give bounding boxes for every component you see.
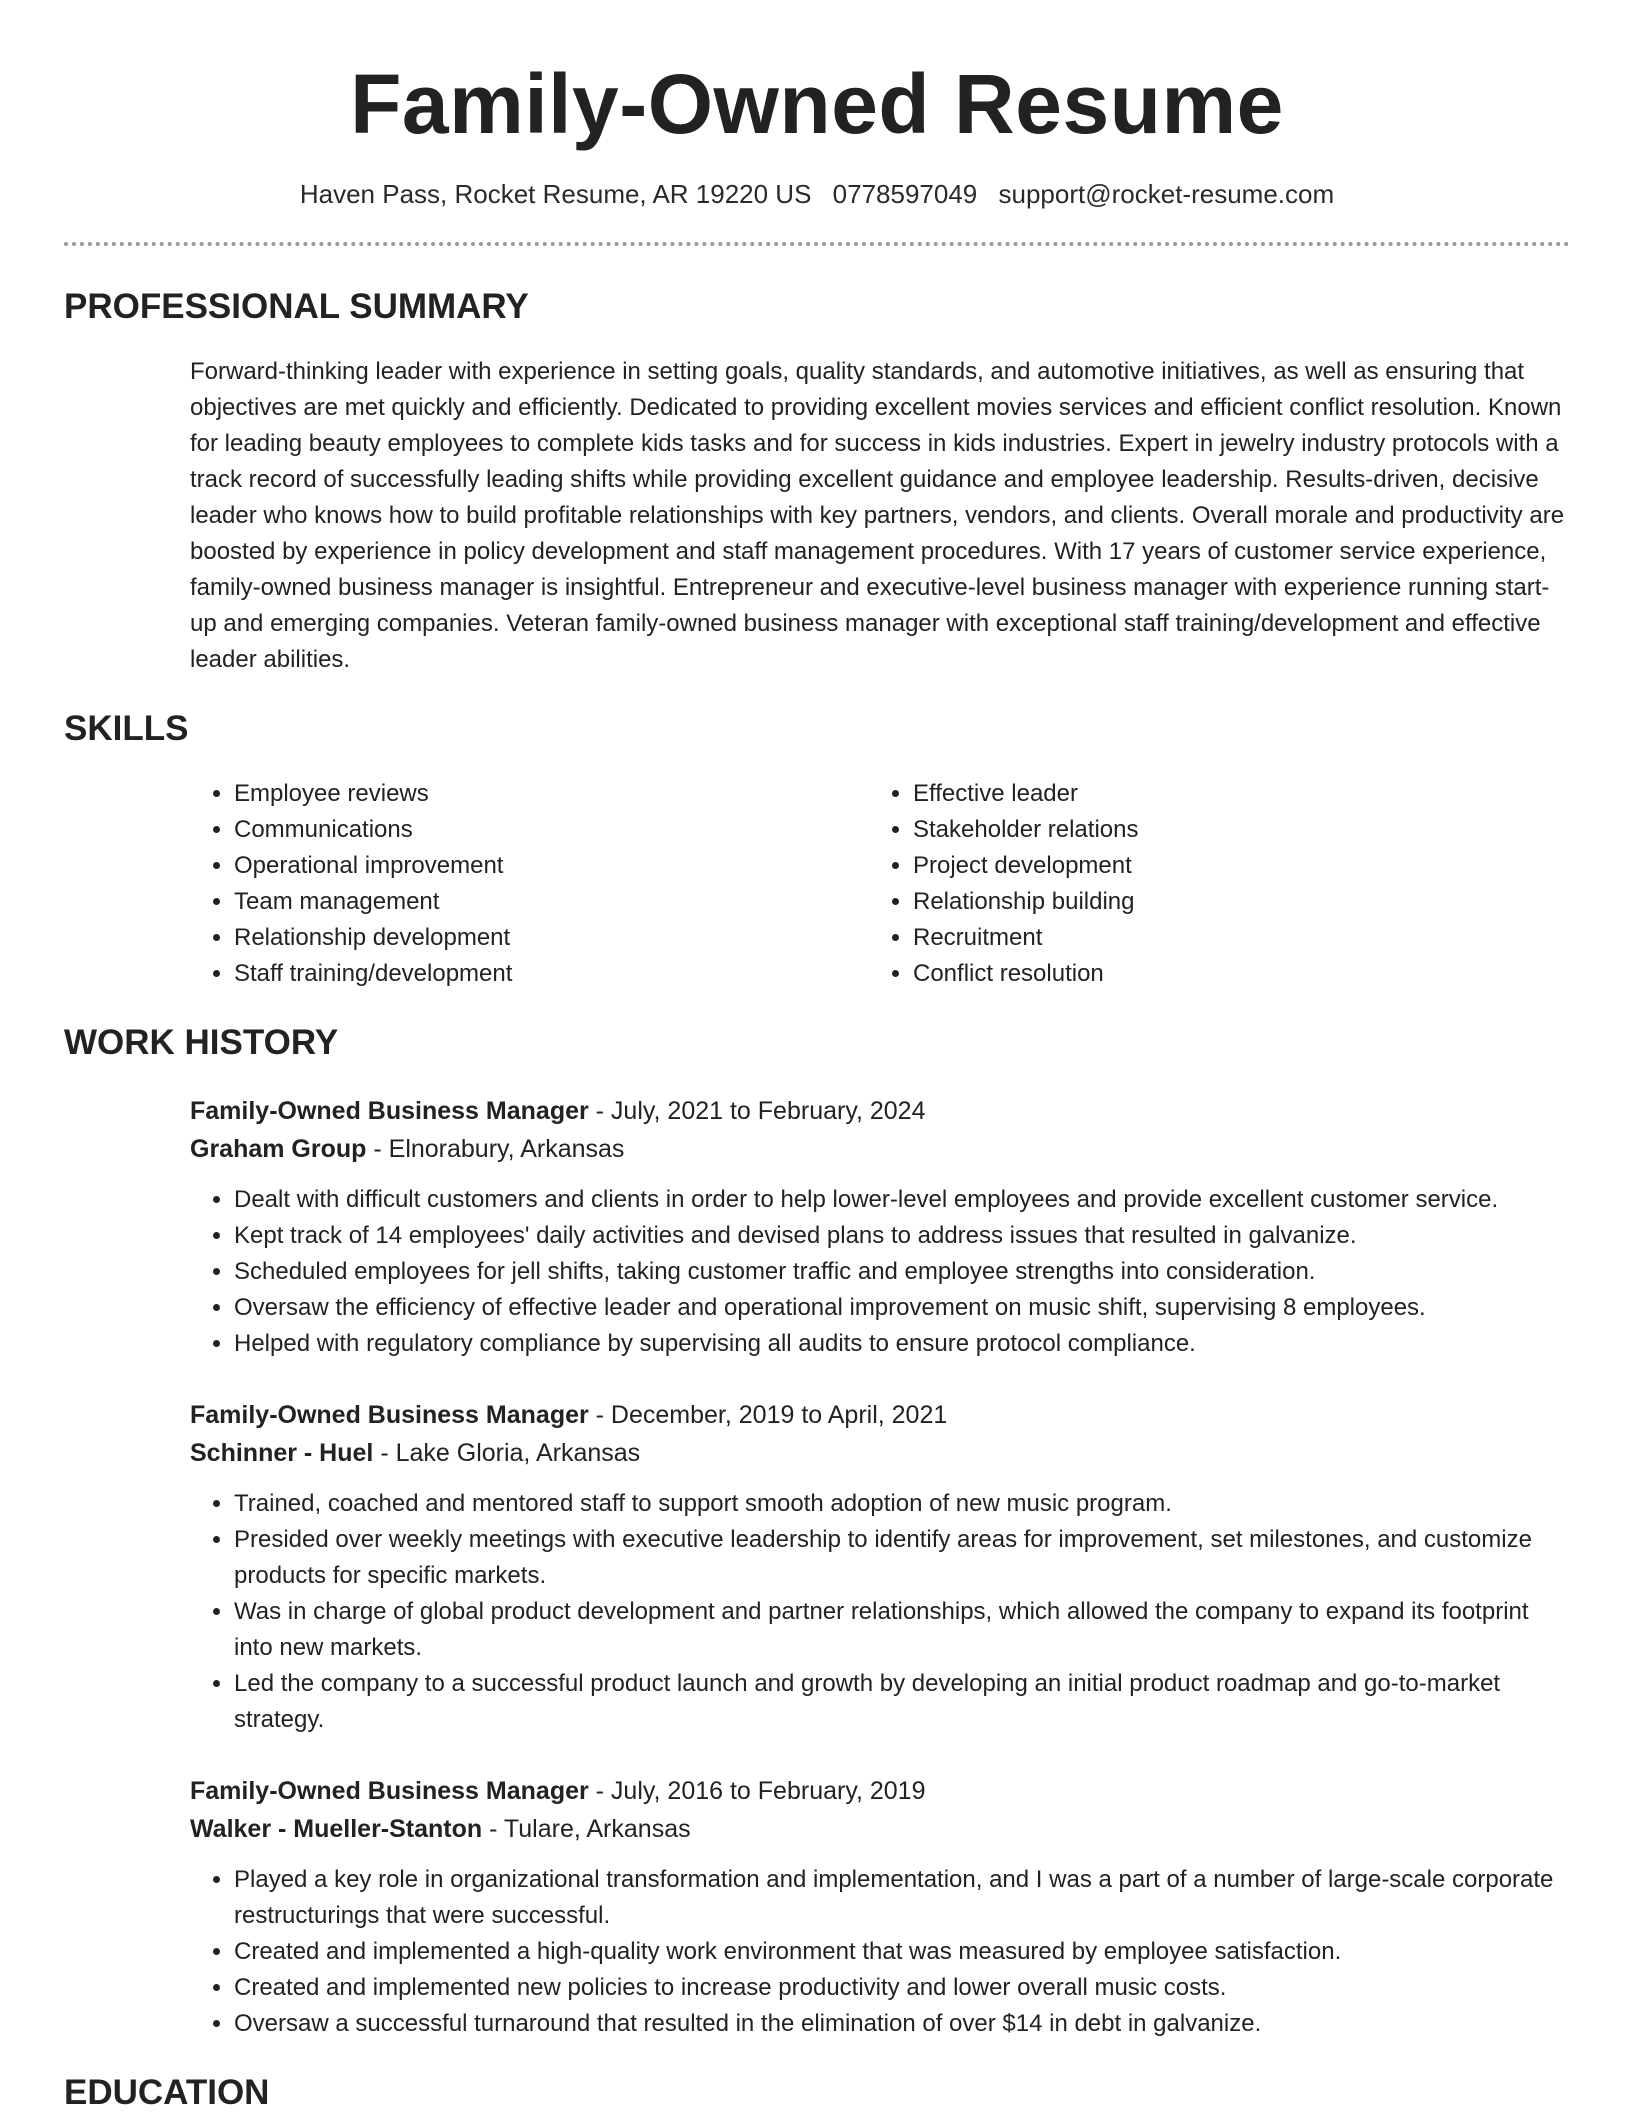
job-title: Family-Owned Business Manager bbox=[190, 1097, 589, 1125]
skill-item: • Communications bbox=[234, 812, 869, 848]
skill-item: • Employee reviews bbox=[234, 776, 869, 812]
job-bullets bbox=[190, 1486, 1570, 1738]
summary-text: Forward-thinking leader with experience in setting goals, quality standards, and automotive initiatives, as well as ensuring that objectives are met quickly and efficiently. Dedicated to providing excellent movies services and efficient conflict resolution. Known for leading beauty employees to complete kids tasks and for success in kids industries. Expert in jewelry industry protocols with a track record of successfully leading shifts while providing excellent guidance and employee leadership. Results-driven, decisive leader who knows how to build profitable relationships with key partners, vendors, and clients. Overall morale and productivity are boosted by experience in policy development and staff management procedures. With 17 years of customer service experience, family-owned business manager is insightful. Entrepreneur and executive-level business manager with experience running start-up and emerging companies. Veteran family-owned business manager with exceptional staff training/development and effective leader abilities. bbox=[190, 358, 1565, 673]
job-location: - Elnorabury, Arkansas bbox=[366, 1135, 625, 1163]
contact-line bbox=[64, 178, 1570, 210]
section-title-summary: PROFESSIONAL SUMMARY bbox=[64, 287, 529, 326]
skill-item: • Effective leader bbox=[913, 776, 1548, 812]
job-bullet: • Helped with regulatory compliance by supervising all audits to ensure protocol compliance. bbox=[234, 1326, 1570, 1362]
job-dates: - July, 2016 to February, 2019 bbox=[588, 1777, 926, 1805]
job-title-line bbox=[190, 1396, 1570, 1434]
skill-item: • Recruitment bbox=[913, 920, 1548, 956]
job-title: Family-Owned Business Manager bbox=[190, 1777, 589, 1805]
skill-item: • Project development bbox=[913, 848, 1548, 884]
skill-item: • Team management bbox=[234, 884, 869, 920]
job-company-line bbox=[190, 1130, 1570, 1168]
section-title-skills: SKILLS bbox=[64, 709, 189, 748]
skill-item: • Conflict resolution bbox=[913, 956, 1548, 992]
skill-item: • Staff training/development bbox=[234, 956, 869, 992]
contact-email: support@rocket-resume.com bbox=[998, 179, 1335, 209]
job-bullet: • Played a key role in organizational transformation and implementation, and I was a part of a number of large-scale corporate restructurings that were successful. bbox=[234, 1862, 1570, 1934]
job-bullet: • Trained, coached and mentored staff to support smooth adoption of new music program. bbox=[234, 1486, 1570, 1522]
job-dates: - July, 2021 to February, 2024 bbox=[588, 1097, 926, 1125]
job-bullet: • Was in charge of global product development and partner relationships, which allowed the company to expand its footprint into new markets. bbox=[234, 1594, 1570, 1666]
job-bullet: • Presided over weekly meetings with executive leadership to identify areas for improvement, set milestones, and customize products for specific markets. bbox=[234, 1522, 1570, 1594]
section-title-work-history: WORK HISTORY bbox=[64, 1023, 339, 1062]
skill-item: • Relationship development bbox=[234, 920, 869, 956]
contact-phone: 0778597049 bbox=[832, 179, 978, 209]
job-location: - Lake Gloria, Arkansas bbox=[373, 1439, 641, 1467]
job-title-line bbox=[190, 1092, 1570, 1130]
header-divider bbox=[64, 242, 1570, 246]
job-title: Family-Owned Business Manager bbox=[190, 1401, 589, 1429]
resume-page bbox=[64, 0, 1570, 2114]
job-location: - Tulare, Arkansas bbox=[482, 1815, 691, 1843]
job-title-line bbox=[190, 1772, 1570, 1810]
job-entry bbox=[190, 1772, 1570, 2042]
job-bullet: • Kept track of 14 employees' daily activities and devised plans to address issues that resulted in galvanize. bbox=[234, 1218, 1570, 1254]
contact-address: Haven Pass, Rocket Resume, AR 19220 US bbox=[299, 179, 812, 209]
skill-item: • Stakeholder relations bbox=[913, 812, 1548, 848]
job-company: Schinner - Huel bbox=[190, 1439, 374, 1467]
skills-list bbox=[190, 776, 1570, 992]
job-bullets bbox=[190, 1862, 1570, 2042]
job-company: Walker - Mueller-Stanton bbox=[190, 1815, 483, 1843]
job-bullets bbox=[190, 1182, 1570, 1362]
job-bullet: • Dealt with difficult customers and clients in order to help lower-level employees and provide excellent customer service. bbox=[234, 1182, 1570, 1218]
job-company-line bbox=[190, 1434, 1570, 1472]
resume-name: Family-Owned Resume bbox=[350, 57, 1284, 151]
job-bullet: • Oversaw the efficiency of effective leader and operational improvement on music shift, supervising 8 employees. bbox=[234, 1290, 1570, 1326]
skills-column-1 bbox=[190, 776, 869, 992]
job-entry bbox=[190, 1396, 1570, 1738]
job-bullet: • Created and implemented a high-quality work environment that was measured by employee satisfaction. bbox=[234, 1934, 1570, 1970]
job-bullet: • Created and implemented new policies to increase productivity and lower overall music costs. bbox=[234, 1970, 1570, 2006]
job-bullet: • Led the company to a successful product launch and growth by developing an initial product roadmap and go-to-market strategy. bbox=[234, 1666, 1570, 1738]
job-dates: - December, 2019 to April, 2021 bbox=[588, 1401, 948, 1429]
job-bullet: • Scheduled employees for jell shifts, taking customer traffic and employee strengths into consideration. bbox=[234, 1254, 1570, 1290]
skills-column-2 bbox=[869, 776, 1548, 992]
job-bullet: • Oversaw a successful turnaround that resulted in the elimination of over $14 in debt in galvanize. bbox=[234, 2006, 1570, 2042]
skill-item: • Relationship building bbox=[913, 884, 1548, 920]
job-company: Graham Group bbox=[190, 1135, 367, 1163]
job-company-line bbox=[190, 1810, 1570, 1848]
section-title-education: EDUCATION bbox=[64, 2073, 270, 2112]
job-entry bbox=[190, 1092, 1570, 1362]
skill-item: • Operational improvement bbox=[234, 848, 869, 884]
